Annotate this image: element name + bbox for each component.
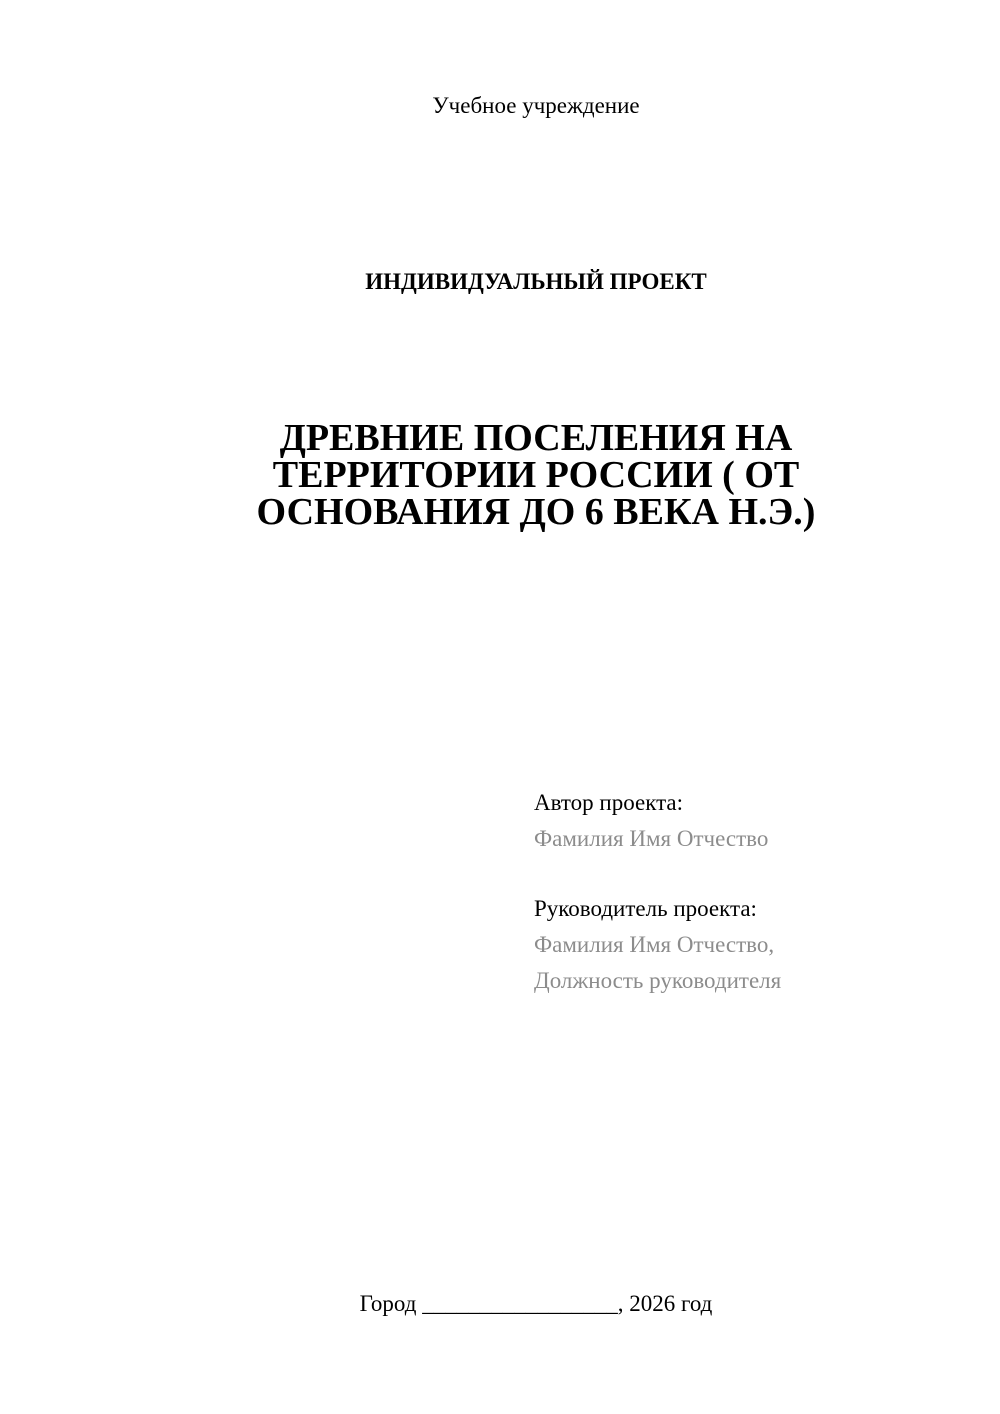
title-line: ДРЕВНИЕ ПОСЕЛЕНИЯ НА <box>279 417 793 459</box>
supervisor-name: Фамилия Имя Отчество, <box>534 932 775 957</box>
city-year-line: Город _________________, 2026 год <box>359 1291 713 1316</box>
author-block <box>534 785 974 857</box>
author-name: Фамилия Имя Отчество <box>534 826 769 851</box>
author-label: Автор проекта: <box>534 790 683 815</box>
supervisor-block <box>534 891 974 999</box>
institution-name: Учебное учреждение <box>432 93 640 118</box>
title-line: ОСНОВАНИЯ ДО 6 ВЕКА Н.Э.) <box>256 491 816 533</box>
title-line: ТЕРРИТОРИИ РОССИИ ( ОТ <box>272 454 800 496</box>
supervisor-label: Руководитель проекта: <box>534 896 757 921</box>
project-title <box>236 417 836 533</box>
supervisor-position: Должность руководителя <box>534 968 782 993</box>
document-type: ИНДИВИДУАЛЬНЫЙ ПРОЕКТ <box>365 269 707 294</box>
